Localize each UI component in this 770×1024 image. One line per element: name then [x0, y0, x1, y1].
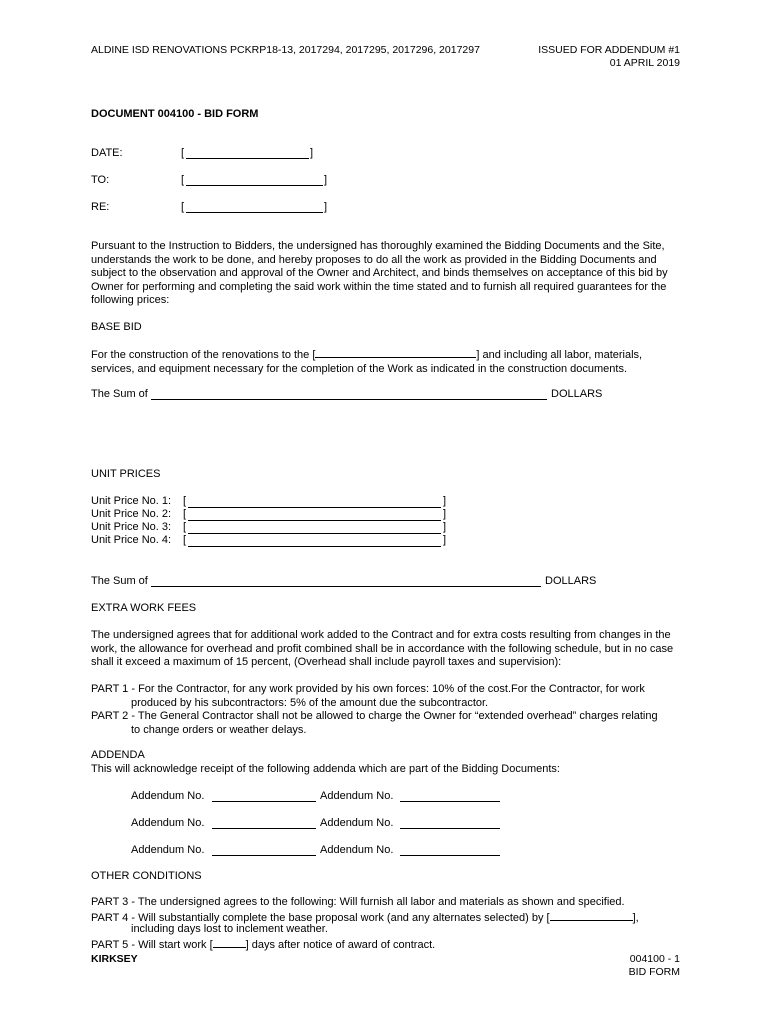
part-5-text-before: PART 5 - Will start work [: [91, 939, 213, 951]
date-close-bracket: ]: [310, 147, 314, 159]
part-4-line-2: including days lost to inclement weather.: [131, 923, 328, 935]
re-close-bracket: ]: [324, 201, 328, 213]
part-5-text-after: ] days after notice of award of contract.: [245, 939, 436, 951]
unit-price-open-bracket: [: [183, 534, 187, 546]
addendum-field-5[interactable]: [212, 843, 316, 856]
unit-sum-field[interactable]: [151, 574, 541, 587]
footer-page-number: 004100 - 1: [629, 953, 680, 965]
footer-firm: KIRKSEY: [91, 953, 138, 965]
unit-price-row-1: [91, 495, 447, 508]
addenda-heading: ADDENDA: [91, 749, 145, 761]
extra-work-heading: EXTRA WORK FEES: [91, 602, 197, 614]
unit-price-label-1: Unit Price No. 1:: [91, 495, 172, 507]
addendum-label: Addendum No.: [320, 790, 394, 802]
part-4-line-1: [91, 910, 639, 924]
unit-price-open-bracket: [: [183, 495, 187, 507]
base-bid-text: [91, 347, 681, 376]
start-days-field[interactable]: [213, 937, 246, 948]
part-3: PART 3 - The undersigned agrees to the following: Will furnish all labor and materials as shown and specified.: [91, 896, 625, 908]
document-title: DOCUMENT 004100 - BID FORM: [91, 108, 259, 120]
base-bid-heading: BASE BID: [91, 321, 142, 333]
unit-sum-dollars: DOLLARS: [545, 575, 597, 587]
unit-price-label-4: Unit Price No. 4:: [91, 534, 172, 546]
addendum-label: Addendum No.: [131, 817, 205, 829]
to-label: TO:: [91, 174, 110, 186]
addenda-text: This will acknowledge receipt of the following addenda which are part of the Bidding Documents:: [91, 763, 560, 775]
re-open-bracket: [: [181, 201, 185, 213]
addendum-field-4[interactable]: [400, 816, 500, 829]
addendum-field-1[interactable]: [212, 789, 316, 802]
unit-price-field-3[interactable]: [188, 521, 441, 534]
part-4-text-end: ],: [632, 912, 639, 924]
base-sum-field[interactable]: [151, 387, 547, 400]
unit-price-close-bracket: ]: [443, 495, 447, 507]
project-name-field[interactable]: [315, 347, 476, 358]
to-field[interactable]: [186, 173, 323, 186]
base-sum-label: The Sum of: [91, 388, 148, 400]
unit-price-row-2: [91, 508, 447, 521]
extra-work-text: The undersigned agrees that for additional work added to the Contract and for extra costs resulting from changes in the work, the allowance for overhead and profit combined shall be in accordance with the following schedule, but in no case shall it exceed a maximum of 15 percent, (Overhead shall include payroll taxes and supervision):: [91, 629, 674, 669]
unit-sum-label: The Sum of: [91, 575, 148, 587]
completion-date-field[interactable]: [550, 910, 633, 921]
re-label: RE:: [91, 201, 110, 213]
footer-doc-name: BID FORM: [628, 966, 680, 978]
project-header: ALDINE ISD RENOVATIONS PCKRP18-13, 2017294, 2017295, 2017296, 2017297: [91, 44, 480, 56]
to-close-bracket: ]: [324, 174, 328, 186]
addendum-field-3[interactable]: [212, 816, 316, 829]
base-bid-text-before: For the construction of the renovations to the [: [91, 349, 316, 361]
part-2-line-2: to change orders or weather delays.: [131, 723, 307, 736]
base-bid-text-after: ] and including all labor, materials, services, and equipment necessary for the completion of the Work as indicated in the construction documents.: [91, 349, 643, 375]
unit-price-row-4: [91, 534, 447, 547]
unit-price-field-2[interactable]: [188, 508, 441, 521]
part-1: [91, 683, 691, 710]
unit-price-close-bracket: ]: [443, 521, 447, 533]
re-field[interactable]: [186, 200, 323, 213]
base-sum-dollars: DOLLARS: [551, 388, 603, 400]
date-open-bracket: [: [181, 147, 185, 159]
part-2: [91, 710, 691, 737]
part-2-line-1: PART 2 - The General Contractor shall not be allowed to charge the Owner for “extended overhead” charges relating: [91, 710, 658, 722]
issued-date: 01 APRIL 2019: [609, 57, 680, 69]
unit-price-row-3: [91, 521, 447, 534]
unit-prices-heading: UNIT PRICES: [91, 468, 161, 480]
to-open-bracket: [: [181, 174, 185, 186]
other-conditions-heading: OTHER CONDITIONS: [91, 870, 202, 882]
issued-label: ISSUED FOR ADDENDUM #1: [538, 44, 680, 56]
part-4-text: PART 4 - Will substantially complete the base proposal work (and any alternates selected) by [: [91, 912, 550, 924]
unit-price-close-bracket: ]: [443, 508, 447, 520]
addendum-label: Addendum No.: [131, 790, 205, 802]
date-label: DATE:: [91, 147, 123, 159]
addendum-field-2[interactable]: [400, 789, 500, 802]
unit-price-close-bracket: ]: [443, 534, 447, 546]
unit-price-label-2: Unit Price No. 2:: [91, 508, 172, 520]
addendum-label: Addendum No.: [131, 844, 205, 856]
part-1-line-1: PART 1 - For the Contractor, for any work provided by his own forces: 10% of the cost.For the Contractor, for work: [91, 683, 645, 695]
date-field[interactable]: [186, 146, 309, 159]
unit-price-field-1[interactable]: [188, 495, 441, 508]
addendum-label: Addendum No.: [320, 844, 394, 856]
unit-price-label-3: Unit Price No. 3:: [91, 521, 172, 533]
unit-price-open-bracket: [: [183, 508, 187, 520]
intro-paragraph: Pursuant to the Instruction to Bidders, the undersigned has thoroughly examined the Bidding Documents and the Site, understands the work to be done, and hereby proposes to do all the work as provided in the Bidding Documents and subject to the observation and approval of the Owner and Architect, and binds themselves on acceptance of this bid by Owner for performing and completing the said work within the time stated and to furnish all required guarantees for the following prices:: [91, 240, 668, 307]
addendum-label: Addendum No.: [320, 817, 394, 829]
addendum-field-6[interactable]: [400, 843, 500, 856]
unit-price-field-4[interactable]: [188, 534, 441, 547]
unit-price-open-bracket: [: [183, 521, 187, 533]
part-5: [91, 937, 435, 951]
part-1-line-2: produced by his subcontractors: 5% of the amount due the subcontractor.: [131, 696, 489, 709]
